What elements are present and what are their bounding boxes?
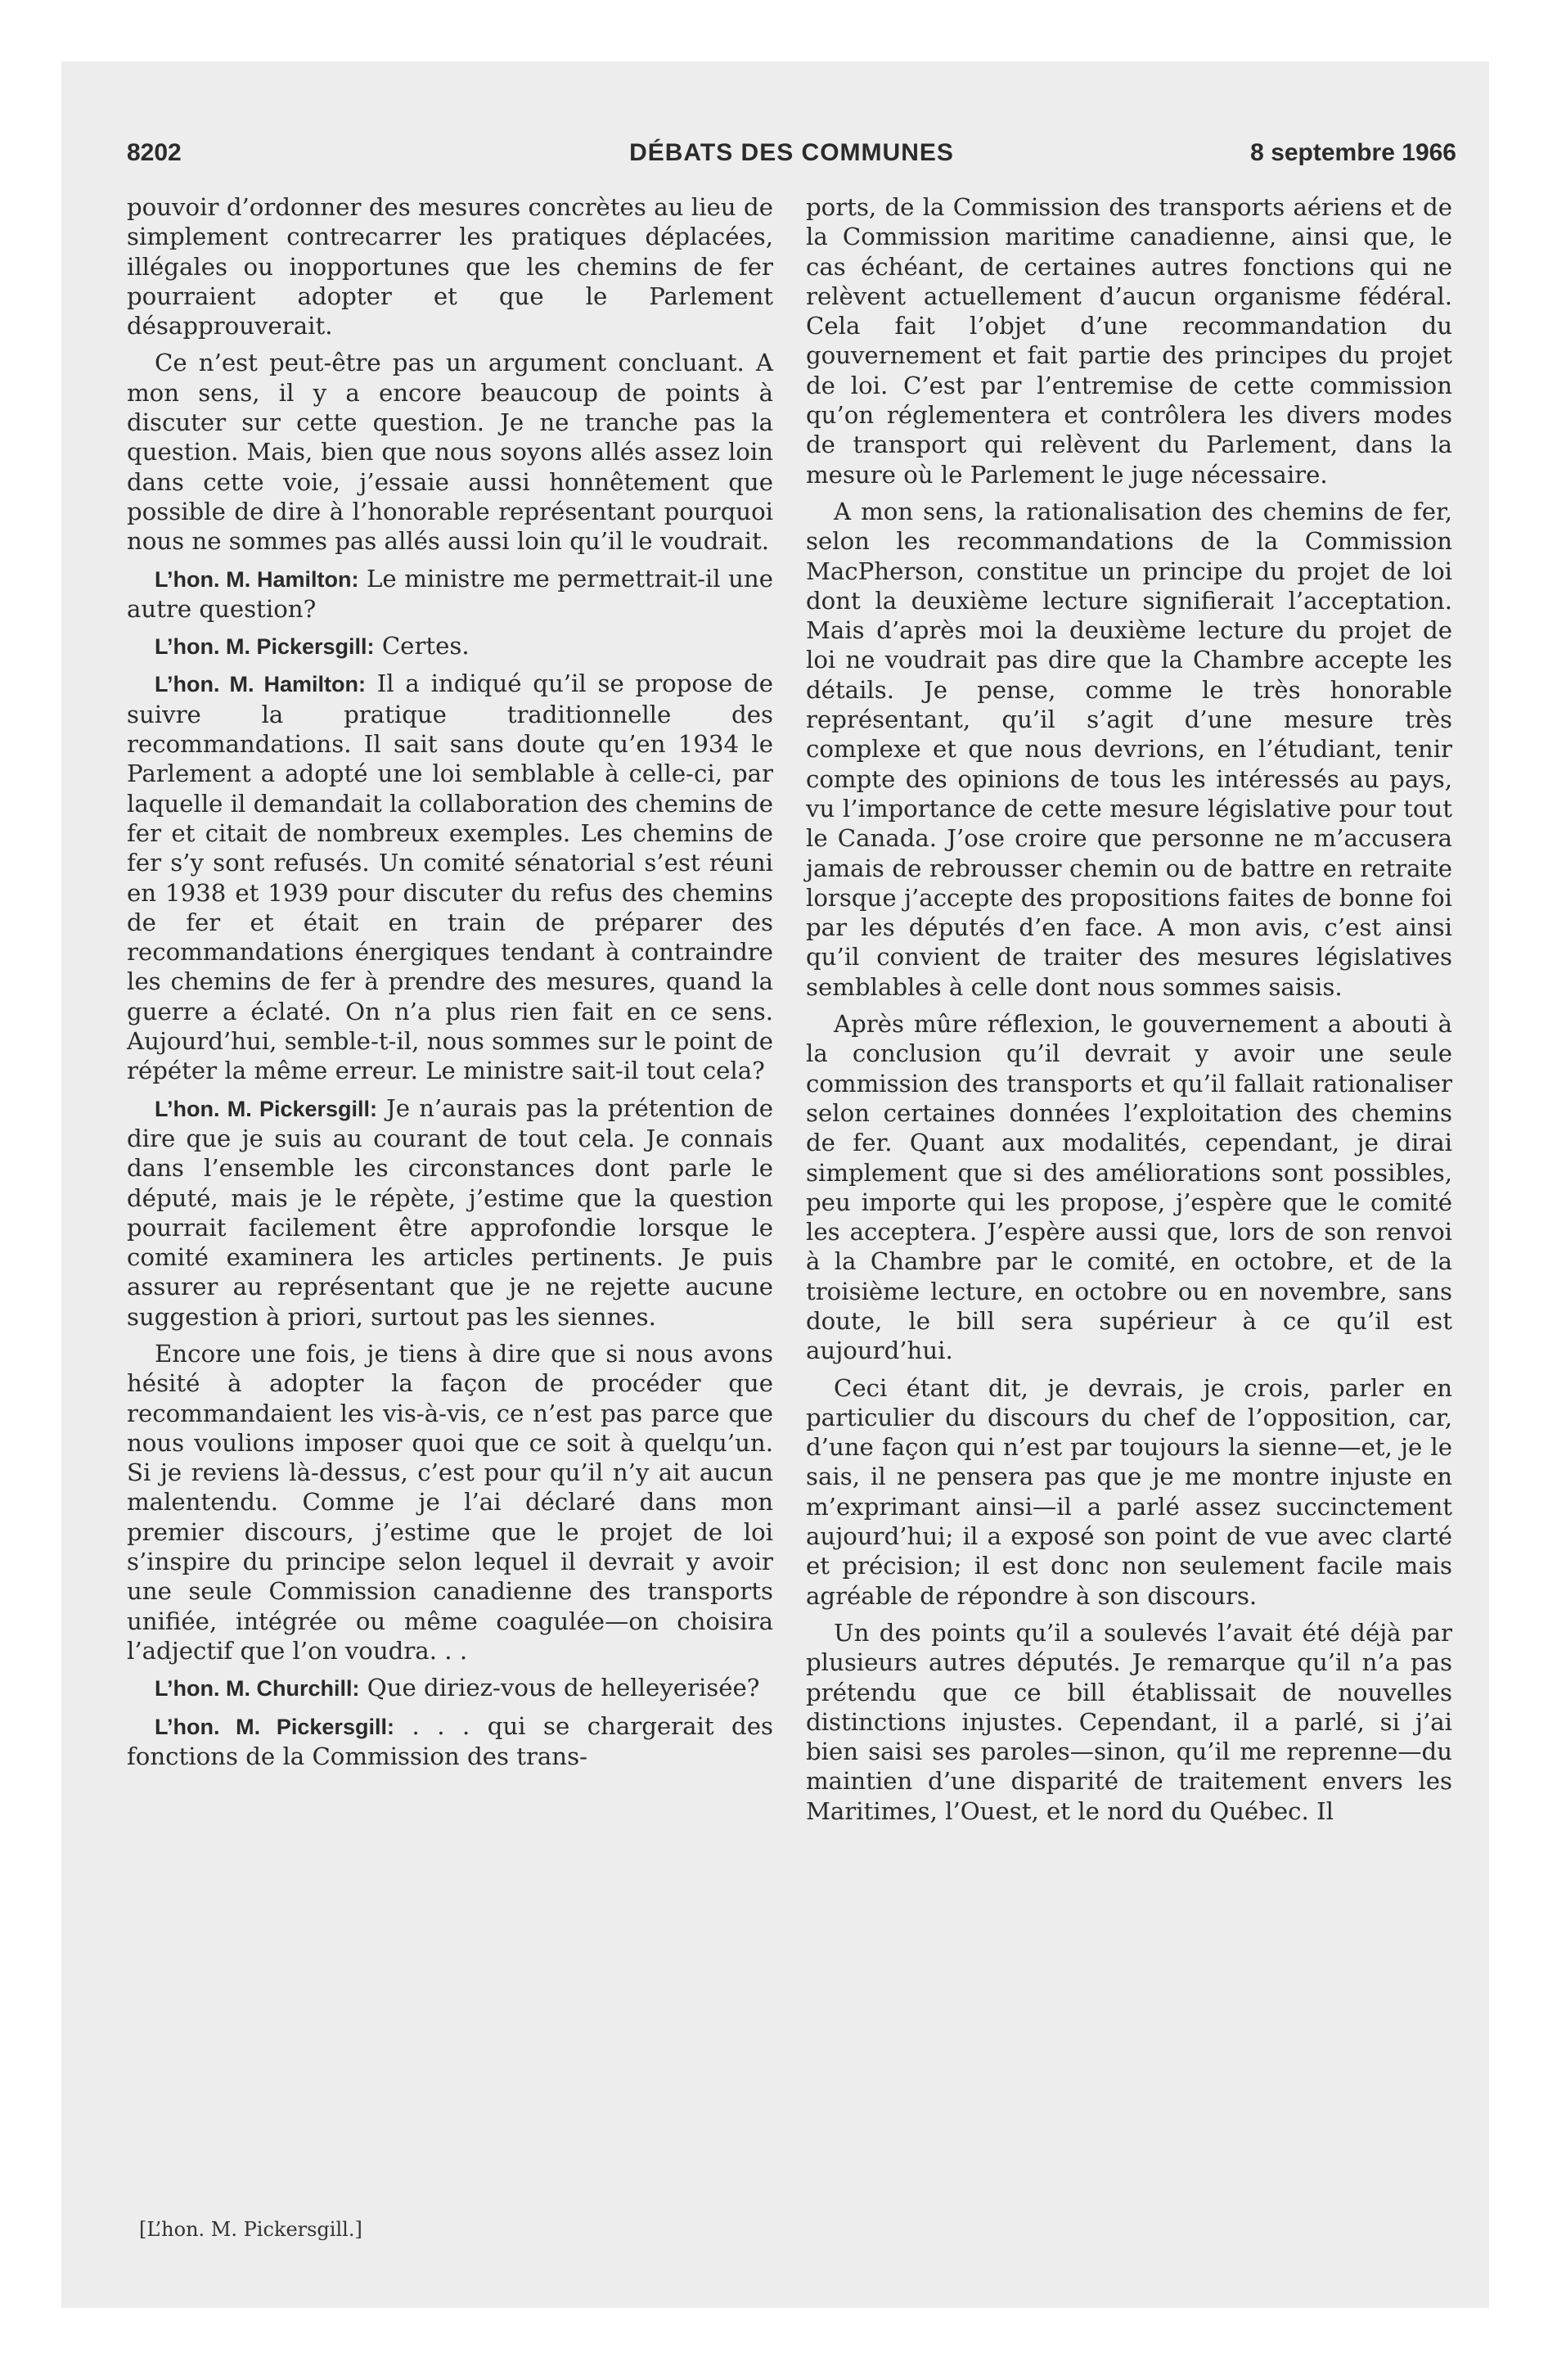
paragraph <box>127 1339 773 1666</box>
paragraph <box>806 1009 1452 1366</box>
speaker-name: L’hon. M. Hamilton: <box>155 566 359 592</box>
paragraph <box>127 1093 773 1332</box>
paragraph-text: A mon sens, la rationalisation des chemins de fer, selon les recommandations de la Commission MacPherson, constitue un principe du projet de loi dont la deuxième lecture signifierait l’acceptation. Mais d’après moi la deuxième lecture du projet de loi ne voudrait pas dire que la Chambre accepte les détails. Je pense, comme le très honorable représentant, qu’il s’agit d’une mesure très complexe et que nous devrions, en l’étudiant, tenir compte des opinions de tous les intéressés au pays, vu l’importance de cette mesure législative pour tout le Canada. J’ose croire que personne ne m’accusera jamais de rebrousser chemin ou de battre en retraite lorsque j’accepte des propositions faites de bonne foi par les députés d’en face. A mon avis, c’est ainsi qu’il convient de traiter des mesures législatives semblables à celle dont nous sommes saisis. <box>806 497 1452 1001</box>
paragraph-text: Le ministre me permettrait-il une autre question? <box>127 564 774 623</box>
paragraph-text: Encore une fois, je tiens à dire que si nous avons hésité à adopter la façon de procéder que recommandaient les vis-à-vis, ce n’est pas parce que nous voulions imposer quoi que ce soit à quelqu’un. Si je reviens là-dessus, c’est pour qu’il n’y ait aucun malentendu. Comme je l’ai déclaré dans mon premier discours, j’estime que le projet de loi s’inspire du principe selon lequel il devrait y avoir une seule Commission canadienne des transports unifiée, intégrée ou même coagulée—on choisira l’adjectif que l’on voudra. . . <box>127 1339 773 1665</box>
right-column <box>806 192 1452 1833</box>
paragraph-text: ports, de la Commission des transports aériens et de la Commission maritime canadienne, ainsi que, le cas échéant, de certaines autres fonctions qui ne relèvent actuellement d’aucun organisme fédéral. Cela fait l’objet d’une recommandation du gouvernement et fait partie des principes du projet de loi. C’est par l’entremise de cette commission qu’on réglementera et contrôlera les divers modes de transport qui relèvent du Parlement, dans la mesure où le Parlement le juge nécessaire. <box>806 193 1452 489</box>
paragraph <box>127 631 773 661</box>
speaker-name: L’hon. M. Pickersgill: <box>155 634 375 660</box>
paragraph-text: Certes. <box>381 632 470 660</box>
paragraph-text: Il a indiqué qu’il se propose de suivre la pratique traditionnelle des recommandations. Il sait sans doute qu’en 1934 le Parlement a adopté une loi semblable à celle-ci, par laquelle il demandait la collaboration des chemins de fer et citait de nombreux exemples. Les chemins de fer s’y sont refusés. Un comité sénatorial s’est réuni en 1938 et 1939 pour discuter du refus des chemins de fer et était en train de préparer des recommandations énergiques tendant à contraindre les chemins de fer à prendre des mesures, quand la guerre a éclaté. On n’a plus rien fait en ce sens. Aujourd’hui, semble-t-il, nous sommes sur le point de répéter la même erreur. Le ministre sait-il tout cela? <box>127 669 773 1085</box>
paragraph-text: Après mûre réflexion, le gouvernement a abouti à la conclusion qu’il devrait y avoir une seule commission des transports et qu’il fallait rationaliser selon certaines données l’exploitation des chemins de fer. Quant aux modalités, cependant, je dirai simplement que si des améliorations sont possibles, peu importe qui les propose, j’espère que le comité les acceptera. J’espère aussi que, lors de son renvoi à la Chambre par le comité, en octobre, et de la troisième lecture, en octobre ou en novembre, sans doute, le bill sera supérieur à ce qu’il est aujourd’hui. <box>806 1010 1452 1365</box>
paragraph <box>127 348 773 556</box>
paragraph <box>806 192 1452 489</box>
paragraph-text: Je n’aurais pas la prétention de dire que je suis au courant de tout cela. Je connais dans l’ensemble les circonstances dont parle le député, mais je le répète, j’estime que la question pourrait facilement être approfondie lorsque le comité examinera les articles pertinents. Je puis assurer au représentant que je ne rejette aucune suggestion à priori, surtout pas les siennes. <box>127 1093 773 1331</box>
paragraph-text: Ceci étant dit, je devrais, je crois, parler en particulier du discours du chef de l’opposition, car, d’une façon qui n’est par toujours la sienne—et, je le sais, il ne pensera pas que je me montre injuste en m’exprimant ainsi—il a parlé assez succinctement aujourd’hui; il a exposé son point de vue avec clarté et précision; il est donc non seulement facile mais agréable de répondre à son discours. <box>806 1373 1452 1610</box>
left-column <box>127 192 773 1778</box>
speaker-name: L’hon. M. Hamilton: <box>155 672 366 697</box>
paragraph-text: Que diriez-vous de helleyerisée? <box>367 1674 760 1702</box>
paragraph <box>806 497 1452 1002</box>
page-number: 8202 <box>127 139 182 166</box>
speaker-name: L’hon. M. Pickersgill: <box>155 1096 378 1121</box>
page-header <box>127 139 1456 172</box>
paragraph <box>127 1711 773 1772</box>
page-date: 8 septembre 1966 <box>1250 139 1456 166</box>
paragraph-text: Un des points qu’il a soulevés l’avait été déjà par plusieurs autres députés. Je remarque qu’il n’a pas prétendu que ce bill établissait de nouvelles distinctions injustes. Cependant, il a parlé, si j’ai bien saisi ses paroles—sinon, qu’il me reprenne—du maintien d’une disparité de traitement envers les Maritimes, l’Ouest, et le nord du Québec. Il <box>806 1618 1452 1825</box>
speaker-name: L’hon. M. Churchill: <box>155 1676 360 1702</box>
paragraph <box>127 192 773 340</box>
page-title: DÉBATS DES COMMUNES <box>629 139 954 166</box>
paragraph <box>127 1673 773 1703</box>
paragraph <box>806 1618 1452 1826</box>
paragraph <box>127 669 773 1085</box>
paragraph-text: Ce n’est peut-être pas un argument concluant. A mon sens, il y a encore beaucoup de points à discuter sur cette question. Je ne tranche pas la question. Mais, bien que nous soyons allés assez loin dans cette voie, j’essaie aussi honnêtement que possible de dire à l’honorable représentant pourquoi nous ne sommes pas allés aussi loin qu’il le voudrait. <box>127 349 773 556</box>
paragraph-text: pouvoir d’ordonner des mesures concrètes au lieu de simplement contrecarrer les pratiques déplacées, illégales ou inopportunes que les chemins de fer pourraient adopter et que le Parlement désapprouverait. <box>127 193 773 340</box>
paragraph <box>806 1373 1452 1611</box>
speaker-footnote: [L’hon. M. Pickersgill.] <box>139 2218 362 2241</box>
speaker-name: L’hon. M. Pickersgill: <box>155 1714 394 1739</box>
paragraph-text: . . . qui se chargerait des fonctions de la Commission des trans- <box>127 1711 773 1770</box>
paragraph <box>127 564 773 624</box>
